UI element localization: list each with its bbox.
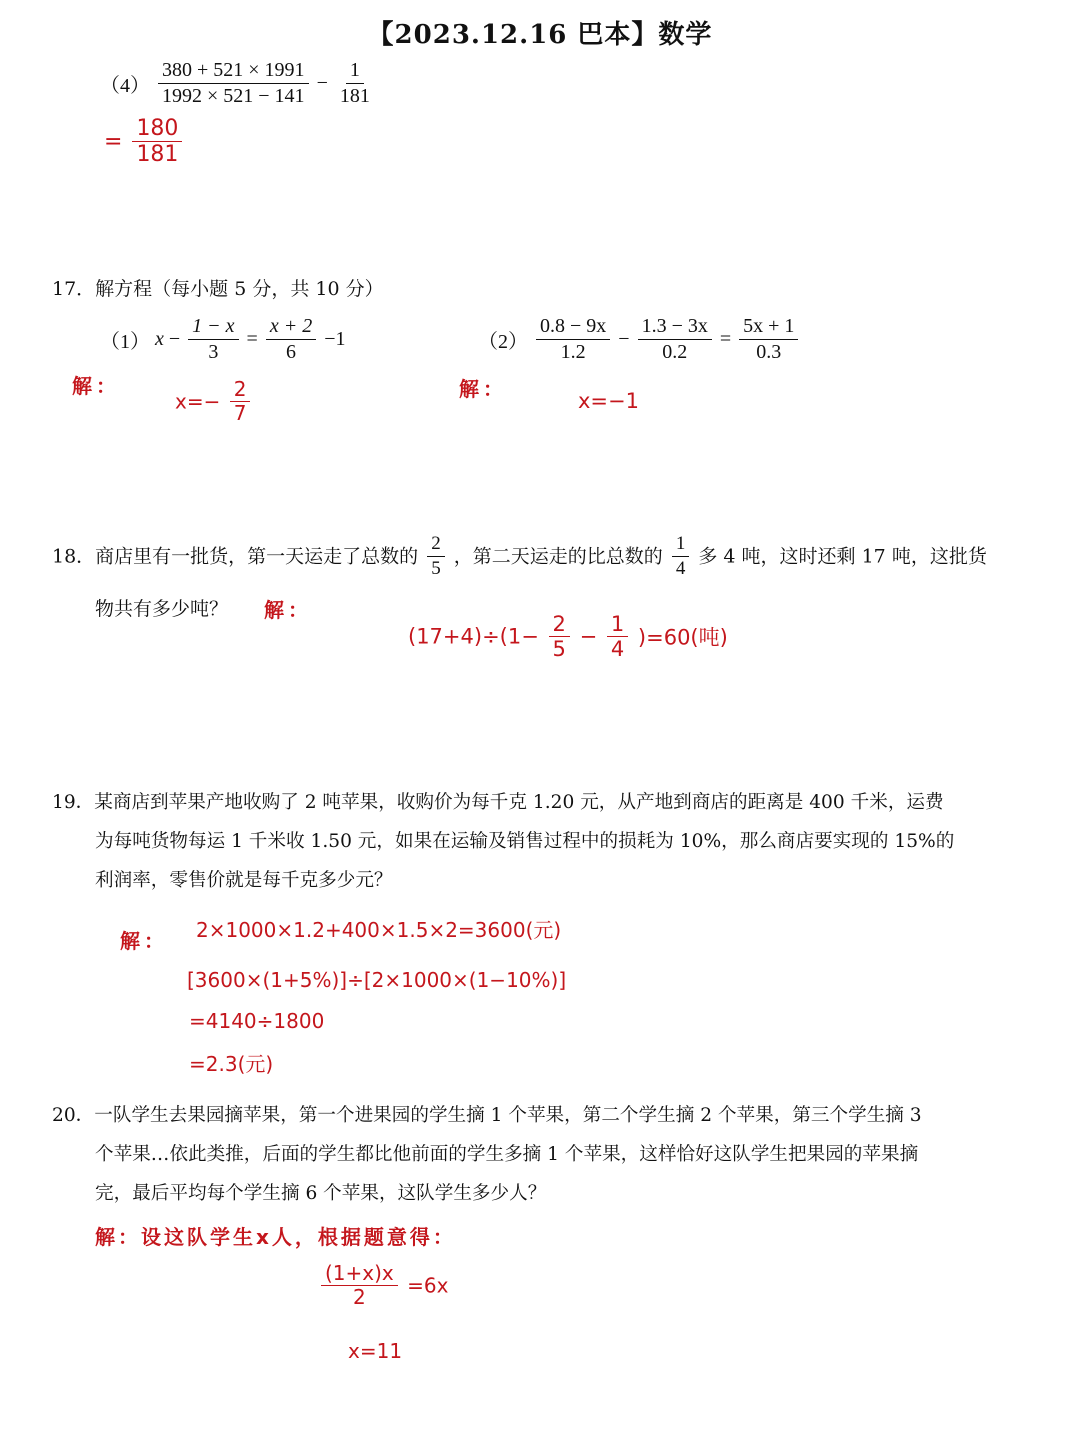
q17-2-fraction-3 — [739, 314, 798, 365]
q18-f2-num: 1 — [672, 532, 690, 557]
q17-1-n1: 1 − x — [188, 314, 238, 340]
q16-4-fraction-1 — [158, 58, 309, 109]
q17-2-n2: 1.3 − 3x — [638, 314, 712, 340]
q17-1-fraction-2 — [266, 314, 316, 365]
q17-2-fraction-1 — [536, 314, 610, 365]
q17-1-answer-fraction — [230, 378, 251, 425]
q19-step-2: [3600×(1+5%)]÷[2×1000×(1−10%)] — [187, 968, 567, 992]
q20-equation-rhs: =6x — [407, 1273, 449, 1298]
q18-answer-fraction-2 — [607, 612, 628, 661]
q20-equation-den: 2 — [353, 1285, 366, 1309]
q18-f2-den: 4 — [675, 557, 686, 579]
q16-4-fraction-2 — [336, 58, 374, 109]
q18-jie: 解： — [264, 598, 312, 622]
q16-4-answer-fraction — [132, 116, 182, 168]
q17-1-n2: x + 2 — [266, 314, 316, 340]
q17-1-answer — [175, 378, 253, 425]
q20-line-2: 个苹果…依此类推，后面的学生都比他前面的学生多摘 1 个苹果，这样恰好这队学生把果园的苹果摘 — [95, 1144, 919, 1165]
q18-text-d: 物共有多少吨？ — [95, 598, 229, 620]
q20-line-3: 完，最后平均每个学生摘 6 个苹果，这队学生多少人？ — [95, 1183, 547, 1204]
q16-4-answer-num: 180 — [132, 116, 182, 142]
q17-1-answer-num: 2 — [230, 378, 251, 402]
q20-equation-fraction — [321, 1262, 398, 1309]
q17-2-eq: = — [719, 328, 732, 350]
q17-1-tail: −1 — [324, 328, 346, 350]
q18-answer-b: )=60(吨) — [637, 625, 728, 650]
q17-1-jie: 解： — [72, 374, 120, 398]
q17-1-minus: − — [168, 328, 181, 350]
q16-4-den1: 1992 × 521 − 141 — [162, 85, 305, 107]
q18-answer-f2-num: 1 — [607, 612, 628, 637]
q18-f1-num: 2 — [427, 532, 445, 557]
q20-answer: x=11 — [348, 1339, 403, 1363]
q19-step-1: 2×1000×1.2+400×1.5×2=3600(元) — [196, 918, 562, 942]
q19-step-3: =4140÷1800 — [189, 1009, 325, 1033]
q18-answer-f1-den: 5 — [552, 637, 566, 662]
q17-2-label: （2） — [478, 331, 528, 353]
q17-1-equation — [100, 314, 345, 365]
q18-answer-f2-den: 4 — [610, 637, 625, 662]
q20-jie-line: 解：设这队学生x人，根据题意得： — [95, 1225, 456, 1249]
q16-4-label: （4） — [100, 75, 150, 97]
q17-1-answer-prefix: x=− — [175, 389, 221, 414]
q18-text-a: 18．商店里有一批货，第一天运走了总数的 — [52, 545, 419, 568]
q19-line-2: 为每吨货物每运 1 千米收 1.50 元，如果在运输及销售过程中的损耗为 10%，那么商店要实现的 15%的 — [95, 831, 955, 852]
q17-1-x: x — [155, 328, 164, 350]
q19-step-4: =2.3(元) — [189, 1052, 274, 1076]
q17-2-minus: − — [618, 328, 630, 350]
q17-1-d2: 6 — [286, 341, 297, 363]
q18-answer — [408, 612, 728, 661]
q19-line-1: 19．某商店到苹果产地收购了 2 吨苹果，收购价为每千克 1.20 元，从产地到商店的距离是 400 千米，运费 — [52, 792, 944, 813]
q16-4-den2: 181 — [339, 85, 370, 107]
q18-answer-a: (17+4)÷(1− — [408, 624, 539, 649]
q18-text-b: ，第二天运走的比总数的 — [453, 545, 663, 568]
q17-1-answer-den: 7 — [233, 401, 247, 425]
q17-1-d1: 3 — [208, 341, 219, 363]
q17-2-d3: 0.3 — [756, 341, 782, 363]
q17-2-d2: 0.2 — [662, 341, 688, 363]
q16-4-answer — [104, 116, 185, 168]
q16-4-answer-eq: = — [104, 129, 123, 155]
q19-jie: 解： — [120, 929, 168, 953]
q16-4-num1: 380 + 521 × 1991 — [158, 58, 309, 84]
q17-1-label: （1） — [100, 331, 150, 353]
q18-answer-minus: − — [579, 624, 598, 649]
q18-text-c: 多 4 吨，这时还剩 17 吨，这批货 — [698, 545, 987, 568]
q18-answer-fraction-1 — [549, 612, 570, 661]
q16-4-expression — [100, 58, 377, 109]
q17-2-equation — [478, 314, 801, 365]
q20-equation — [318, 1262, 448, 1309]
q17-1-eq: = — [246, 328, 258, 350]
q17-1-fraction-1 — [188, 314, 238, 365]
q16-4-num2: 1 — [346, 58, 364, 84]
q19-line-3: 利润率，零售价就是每千克多少元？ — [95, 870, 393, 891]
q17-2-answer: x=−1 — [578, 389, 639, 413]
q16-4-minus: − — [316, 72, 328, 94]
q18-f1-den: 5 — [431, 557, 441, 579]
q18-line-1 — [52, 532, 987, 581]
q17-2-n1: 0.8 − 9x — [536, 314, 610, 340]
q17-2-n3: 5x + 1 — [739, 314, 798, 340]
page-title: 【2023.12.16 巴本】数学 — [367, 20, 713, 50]
q17-2-jie: 解： — [459, 377, 507, 401]
q16-4-answer-den: 181 — [136, 142, 179, 168]
q18-fraction-2 — [672, 532, 690, 581]
q17-heading: 17．解方程（每小题 5 分，共 10 分） — [52, 278, 384, 300]
q20-equation-num: (1+x)x — [321, 1262, 398, 1286]
q20-line-1: 20．一队学生去果园摘苹果，第一个进果园的学生摘 1 个苹果，第二个学生摘 2 个苹果，第三个学生摘 3 — [52, 1105, 922, 1126]
q17-2-fraction-2 — [638, 314, 712, 365]
q18-fraction-1 — [427, 532, 445, 581]
q17-2-d1: 1.2 — [560, 341, 586, 363]
q18-answer-f1-num: 2 — [549, 612, 570, 637]
